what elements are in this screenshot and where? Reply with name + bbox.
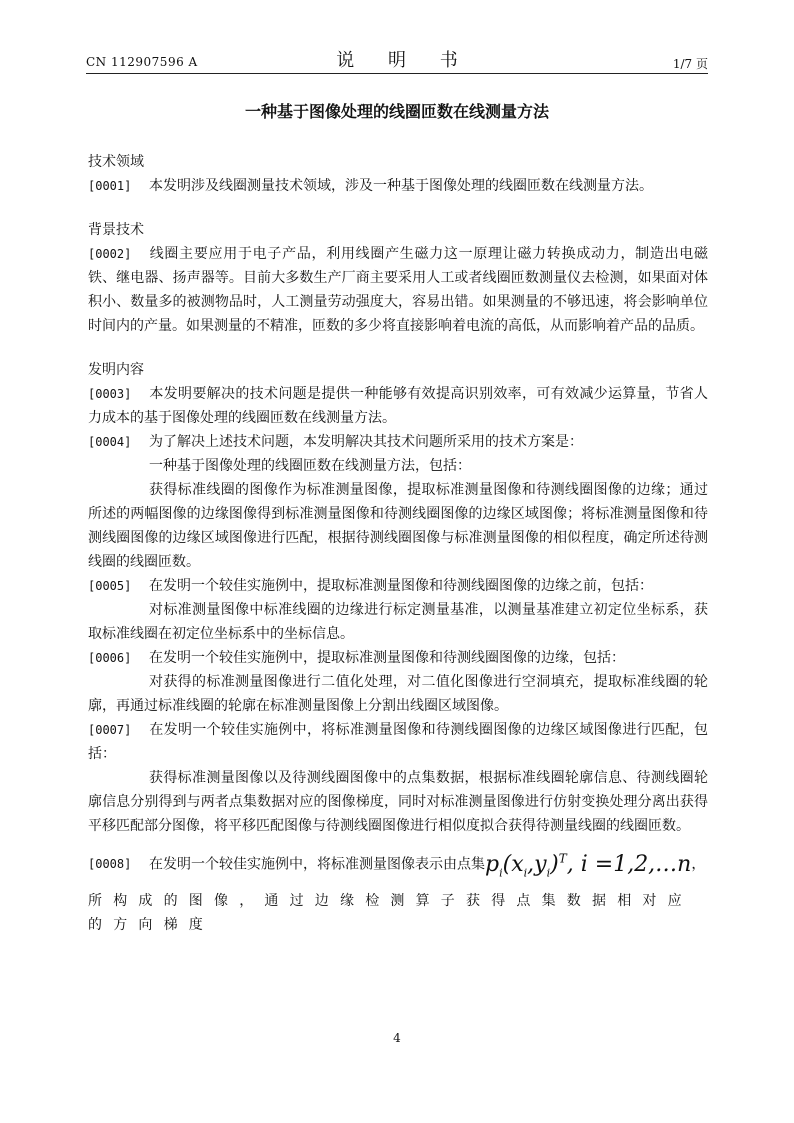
section-heading-tech-field: 技术领域 — [88, 154, 144, 170]
paragraph-number: [0005] — [88, 579, 132, 593]
paragraph-text: 本发明要解决的技术问题是提供一种能够有效提高识别效率，可有效减少运算量，节省人力成本的基于图像处理的线圈匝数在线测量方法。 — [88, 386, 708, 426]
page-of-indicator: 1/7 页 — [672, 57, 708, 71]
paragraph-number: [0007] — [88, 723, 132, 737]
paragraph-number: [0004] — [88, 435, 132, 449]
doc-type-title: 说 明 书 — [336, 50, 472, 71]
formula-tail: ， — [691, 856, 706, 873]
paragraph-0004 — [88, 430, 708, 454]
header-divider — [86, 73, 708, 74]
paragraph-text: 线圈主要应用于电子产品，利用线圈产生磁力这一原理让磁力转换成动力，制造出电磁铁、继电器、扬声器等。目前大多数生产厂商主要采用人工或者线圈匝数测量仪去检测，如果面对体积小、数量多的被测物品时，人工测量劳动强度大，容易出错。如果测量的不够迅速，将会影响单位时间内的产量。如果测量的不精准，匝数的多少将直接影响着电流的高低，从而影响着产品的品质。 — [88, 246, 708, 334]
paragraph-0006-sub1: 对获得的标准测量图像进行二值化处理，对二值化图像进行空洞填充，提取标准线圈的轮廓，再通过标准线圈的轮廓在标准测量图像上分割出线圈区域图像。 — [88, 674, 708, 714]
paragraph-0005-sub1: 对标准测量图像中标准线圈的边缘进行标定测量基准，以测量基准建立初定位坐标系，获取标准线圈在初定位坐标系中的坐标信息。 — [88, 602, 708, 642]
paragraph-0004-sub1: 一种基于图像处理的线圈匝数在线测量方法，包括： — [149, 458, 471, 474]
document-body — [88, 150, 708, 937]
paragraph-0006 — [88, 646, 708, 670]
paragraph-number: [0006] — [88, 651, 132, 665]
paragraph-number: [0001] — [88, 179, 132, 193]
paragraph-text: 在发明一个较佳实施例中，将标准测量图像表示由点集 — [149, 856, 485, 873]
paragraph-0001 — [88, 174, 708, 198]
paragraph-0004-sub2: 获得标准线圈的图像作为标准测量图像，提取标准测量图像和待测线圈图像的边缘；通过所述的两幅图像的边缘图像得到标准测量图像和待测线圈图像的边缘区域图像；将标准测量图像和待测线圈图像的边缘区域图像进行匹配，根据待测线圈图像与标准测量图像的相似程度，确定所述待测线圈的线圈匝数。 — [88, 482, 708, 570]
paragraph-text: 本发明涉及线圈测量技术领域，涉及一种基于图像处理的线圈匝数在线测量方法。 — [149, 178, 653, 194]
paragraph-0008 — [88, 844, 708, 889]
page-header — [86, 46, 708, 72]
paragraph-text: 在发明一个较佳实施例中，提取标准测量图像和待测线圈图像的边缘，包括： — [149, 650, 625, 666]
section-heading-background: 背景技术 — [88, 222, 144, 238]
paragraph-text: 在发明一个较佳实施例中，提取标准测量图像和待测线圈图像的边缘之前，包括： — [149, 578, 653, 594]
paragraph-0007 — [88, 718, 708, 766]
section-heading-invention: 发明内容 — [88, 362, 144, 378]
point-set-formula: $p_i(x_i,y_i)^T$, i =1,2,…n — [485, 852, 692, 880]
paragraph-0003 — [88, 382, 708, 430]
paragraph-text: 为了解决上述技术问题，本发明解决其技术问题所采用的技术方案是： — [149, 434, 583, 450]
document-title: 一种基于图像处理的线圈匝数在线测量方法 — [244, 102, 549, 121]
paragraph-0008-line2: 所构成的图像，通过边缘检测算子获得点集数据相对应的方向梯度 — [88, 892, 693, 933]
paragraph-text: 在发明一个较佳实施例中，将标准测量图像和待测线圈图像的边缘区域图像进行匹配，包括： — [88, 722, 708, 762]
page-number: 4 — [393, 1031, 401, 1045]
patent-number: CN 112907596 A — [86, 55, 198, 69]
paragraph-0007-sub1: 获得标准测量图像以及待测线圈图像中的点集数据，根据标准线圈轮廓信息、待测线圈轮廓信息分别得到与两者点集数据对应的图像梯度，同时对标准测量图像进行仿射变换处理分离出获得平移匹配部分图像，将平移匹配图像与待测线圈图像进行相似度拟合获得待测量线圈的线圈匝数。 — [88, 770, 708, 834]
paragraph-number: [0002] — [88, 247, 132, 261]
paragraph-number: [0008] — [88, 857, 132, 872]
paragraph-0005 — [88, 574, 708, 598]
paragraph-number: [0003] — [88, 387, 132, 401]
paragraph-0002 — [88, 242, 708, 338]
